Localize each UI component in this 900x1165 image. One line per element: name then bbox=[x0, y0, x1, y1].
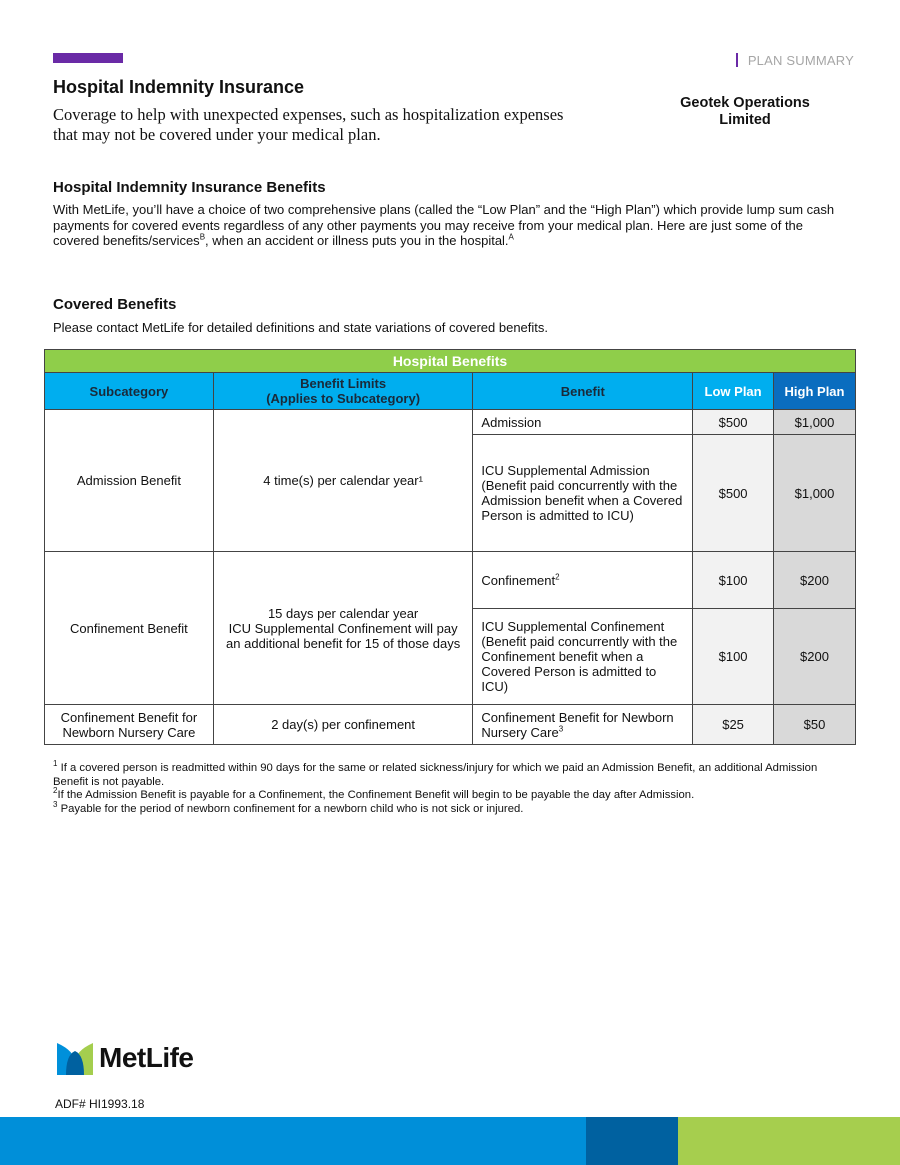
covered-heading: Covered Benefits bbox=[53, 296, 177, 313]
benefit-text: Confinement Benefit for Newborn Nursery Care bbox=[481, 709, 674, 740]
metlife-mark-icon bbox=[57, 1041, 93, 1075]
low-plan-value: $100 bbox=[693, 609, 774, 705]
subcategory-cell: Confinement Benefit bbox=[45, 552, 214, 705]
high-plan-value: $1,000 bbox=[774, 410, 856, 435]
footnote-mark: 3 bbox=[53, 799, 58, 809]
limits-cell: 2 day(s) per confinement bbox=[213, 705, 473, 745]
footnote-text: Payable for the period of newborn confinement for a newborn child who is not sick or injured. bbox=[57, 802, 524, 815]
footnote-ref: 2 bbox=[555, 572, 560, 582]
footnote-text: If a covered person is readmitted within 90 days for the same or related sickness/injury for which we paid an Admission Benefit, an additional Admission Benefit is not payable. bbox=[53, 762, 818, 788]
footnote-mark: 2 bbox=[53, 786, 58, 796]
table-row bbox=[45, 552, 856, 609]
band-dark-blue bbox=[586, 1117, 678, 1165]
col-limits-line1: Benefit Limits bbox=[300, 376, 387, 391]
high-plan-value: $50 bbox=[774, 705, 856, 745]
band-blue bbox=[0, 1117, 586, 1165]
benefit-cell: ICU Supplemental Confinement (Benefit paid concurrently with the Confinement benefit when a Covered Person is admitted to ICU) bbox=[473, 609, 693, 705]
limits-cell bbox=[213, 552, 473, 705]
footnote-mark: 1 bbox=[53, 759, 58, 769]
benefit-cell bbox=[473, 552, 693, 609]
limits-line1: 15 days per calendar year bbox=[267, 605, 419, 621]
table-row bbox=[45, 410, 856, 435]
low-plan-value: $500 bbox=[693, 435, 774, 552]
company-name: Geotek Operations Limited bbox=[680, 95, 810, 128]
col-benefit: Benefit bbox=[473, 373, 693, 410]
benefits-heading: Hospital Indemnity Insurance Benefits bbox=[53, 179, 326, 196]
benefits-text-1: With MetLife, you’ll have a choice of two comprehensive plans (called the “Low Plan” and the “High Plan”) which provide lump sum cash payments for covered events regardless of any other payments you may receive from your medical plan. Here are just some of the covered benefits/services bbox=[53, 202, 835, 248]
footnote-1 bbox=[53, 759, 853, 789]
limits-cell: 4 time(s) per calendar year¹ bbox=[213, 410, 473, 552]
hospital-benefits-table bbox=[44, 349, 856, 745]
table-title: Hospital Benefits bbox=[45, 350, 856, 373]
low-plan-value: $100 bbox=[693, 552, 774, 609]
high-plan-value: $1,000 bbox=[774, 435, 856, 552]
plan-summary-label bbox=[736, 53, 854, 68]
benefits-paragraph bbox=[53, 202, 843, 249]
col-low-plan: Low Plan bbox=[693, 373, 774, 410]
metlife-wordmark: MetLife bbox=[99, 1042, 194, 1073]
purple-accent-bar bbox=[53, 53, 123, 63]
high-plan-value: $200 bbox=[774, 609, 856, 705]
low-plan-value: $500 bbox=[693, 410, 774, 435]
page-title: Hospital Indemnity Insurance bbox=[53, 77, 305, 97]
plan-summary-text: PLAN SUMMARY bbox=[747, 53, 854, 68]
benefit-text: Confinement bbox=[481, 572, 556, 588]
col-benefit-limits bbox=[213, 373, 473, 410]
adf-code: ADF# HI1993.18 bbox=[55, 1097, 145, 1111]
footnote-3 bbox=[53, 799, 853, 817]
table-row bbox=[45, 705, 856, 745]
benefit-cell bbox=[473, 705, 693, 745]
footnote-ref-a: A bbox=[508, 232, 514, 242]
footnote-ref-b: B bbox=[199, 232, 206, 242]
benefits-text-2: , when an accident or illness puts you in the hospital. bbox=[205, 233, 509, 248]
footnotes bbox=[53, 759, 853, 816]
low-plan-value: $25 bbox=[693, 705, 774, 745]
benefit-cell: Admission bbox=[473, 410, 693, 435]
footnote-2 bbox=[53, 786, 853, 803]
metlife-logo bbox=[57, 1041, 194, 1075]
benefit-cell: ICU Supplemental Admission (Benefit paid concurrently with the Admission benefit when a Covered Person is admitted to ICU) bbox=[473, 435, 693, 552]
footer-color-band bbox=[0, 1117, 900, 1165]
subcategory-cell: Admission Benefit bbox=[45, 410, 214, 552]
covered-paragraph: Please contact MetLife for detailed definitions and state variations of covered benefits. bbox=[53, 320, 549, 335]
footnote-ref: 3 bbox=[558, 724, 564, 734]
col-high-plan: High Plan bbox=[774, 373, 856, 410]
col-subcategory: Subcategory bbox=[45, 373, 214, 410]
high-plan-value: $200 bbox=[774, 552, 856, 609]
footnote-text: If the Admission Benefit is payable for a Confinement, the Confinement Benefit will begin to be payable the day after Admission. bbox=[57, 789, 695, 801]
limits-line2: ICU Supplemental Confinement will pay an additional benefit for 15 of those days bbox=[226, 620, 461, 651]
band-green bbox=[678, 1117, 900, 1165]
pipe-divider bbox=[736, 53, 738, 67]
page-subtitle: Coverage to help with unexpected expenses, such as hospitalization expenses that may not be covered under your medical plan. bbox=[53, 105, 564, 144]
col-limits-line2: (Applies to Subcategory) bbox=[266, 391, 421, 406]
subcategory-cell: Confinement Benefit for Newborn Nursery Care bbox=[45, 705, 214, 745]
